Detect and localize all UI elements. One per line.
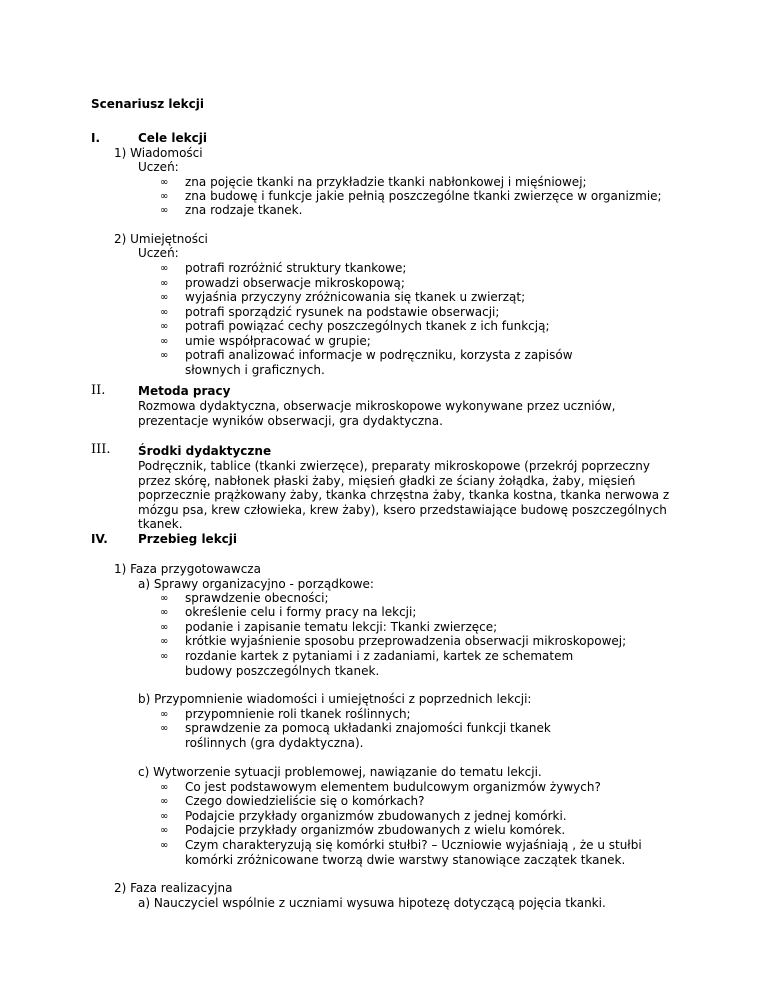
subsection-label: 1) Wiadomości bbox=[114, 146, 203, 160]
bullet-icon: ∞ bbox=[160, 307, 169, 318]
bullet-icon: ∞ bbox=[160, 177, 169, 188]
section-heading: Metoda pracy bbox=[138, 384, 231, 398]
section-numeral: IV. bbox=[91, 532, 108, 546]
section-heading: Cele lekcji bbox=[138, 131, 207, 145]
bullet-icon: ∞ bbox=[160, 723, 169, 734]
list-item: sprawdzenie za pomocą układanki znajomości funkcji tkanek roślinnych (gra dydaktyczna). bbox=[185, 721, 551, 750]
list-item: Co jest podstawowym elementem budulcowym organizmów żywych? bbox=[185, 780, 601, 794]
bullet-icon: ∞ bbox=[160, 263, 169, 274]
list-item: rozdanie kartek z pytaniami i z zadaniami, kartek ze schematem budowy poszczególnych tkanek. bbox=[185, 649, 574, 678]
list-item: podanie i zapisanie tematu lekcji: Tkanki zwierzęce; bbox=[185, 620, 498, 634]
bullet-icon: ∞ bbox=[160, 191, 169, 202]
list-item: potrafi powiązać cechy poszczególnych tkanek z ich funkcją; bbox=[185, 319, 550, 333]
list-item: prowadzi obserwacje mikroskopową; bbox=[185, 276, 405, 290]
intro-text: Uczeń: bbox=[138, 246, 179, 260]
section-numeral: III. bbox=[91, 442, 111, 457]
list-item: Czym charakteryzują się komórki stułbi? – Uczniowie wyjaśniają , że u stułbi komórki zróżnicowane tworzą dwie warstwy stanowiące zaczątek tkanek. bbox=[185, 838, 642, 867]
bullet-icon: ∞ bbox=[160, 205, 169, 216]
page-title: Scenariusz lekcji bbox=[91, 97, 204, 111]
bullet-icon: ∞ bbox=[160, 278, 169, 289]
bullet-icon: ∞ bbox=[160, 840, 169, 851]
bullet-icon: ∞ bbox=[160, 321, 169, 332]
bullet-icon: ∞ bbox=[160, 796, 169, 807]
bullet-icon: ∞ bbox=[160, 782, 169, 793]
bullet-icon: ∞ bbox=[160, 336, 169, 347]
section-text: Podręcznik, tablice (tkanki zwierzęce), preparaty mikroskopowe (przekrój poprzeczny przez skórę, nabłonek płaski żaby, mięsień gładki ze ściany żołądka, żaby, mięsień poprzecznie prążkowany żaby, tkanka chrzęstna żaby, tkanka kostna, tkanka nerwowa z mózgu psa, krew człowieka, krew żaby), ksero przedstawiające budowę poszczególnych tkanek. bbox=[138, 459, 670, 532]
list-item: określenie celu i formy pracy na lekcji; bbox=[185, 605, 417, 619]
bullet-icon: ∞ bbox=[160, 622, 169, 633]
intro-text: Uczeń: bbox=[138, 160, 179, 174]
bullet-icon: ∞ bbox=[160, 350, 169, 361]
bullet-icon: ∞ bbox=[160, 709, 169, 720]
list-item: sprawdzenie obecności; bbox=[185, 591, 329, 605]
list-item: potrafi analizować informacje w podręczniku, korzysta z zapisów słownych i graficznych. bbox=[185, 348, 573, 377]
list-item: przypomnienie roli tkanek roślinnych; bbox=[185, 707, 411, 721]
section-heading: Przebieg lekcji bbox=[138, 532, 238, 546]
phase-label: 1) Faza przygotowawcza bbox=[114, 562, 261, 576]
subpoint-label: c) Wytworzenie sytuacji problemowej, nawiązanie do tematu lekcji. bbox=[138, 765, 542, 779]
list-item: potrafi sporządzić rysunek na podstawie obserwacji; bbox=[185, 305, 500, 319]
bullet-icon: ∞ bbox=[160, 651, 169, 662]
bullet-icon: ∞ bbox=[160, 593, 169, 604]
list-item: wyjaśnia przyczyny zróżnicowania się tkanek u zwierząt; bbox=[185, 290, 526, 304]
bullet-icon: ∞ bbox=[160, 292, 169, 303]
list-item: umie współpracować w grupie; bbox=[185, 334, 371, 348]
list-item: Czego dowiedzieliście się o komórkach? bbox=[185, 794, 425, 808]
section-numeral: II. bbox=[91, 383, 106, 398]
bullet-icon: ∞ bbox=[160, 636, 169, 647]
bullet-icon: ∞ bbox=[160, 811, 169, 822]
subpoint-label: b) Przypomnienie wiadomości i umiejętności z poprzednich lekcji: bbox=[138, 692, 532, 706]
bullet-icon: ∞ bbox=[160, 825, 169, 836]
list-item: zna budowę i funkcje jakie pełnią poszczególne tkanki zwierzęce w organizmie; bbox=[185, 189, 662, 203]
section-text: Rozmowa dydaktyczna, obserwacje mikroskopowe wykonywane przez uczniów, prezentacje wyników obserwacji, gra dydaktyczna. bbox=[138, 399, 616, 428]
subsection-label: 2) Umiejętności bbox=[114, 232, 208, 246]
list-item: krótkie wyjaśnienie sposobu przeprowadzenia obserwacji mikroskopowej; bbox=[185, 634, 627, 648]
list-item: zna pojęcie tkanki na przykładzie tkanki nabłonkowej i mięśniowej; bbox=[185, 175, 587, 189]
list-item: zna rodzaje tkanek. bbox=[185, 203, 303, 217]
list-item: Podajcie przykłady organizmów zbudowanych z wielu komórek. bbox=[185, 823, 566, 837]
subpoint-label: a) Nauczyciel wspólnie z uczniami wysuwa hipotezę dotyczącą pojęcia tkanki. bbox=[138, 896, 606, 910]
bullet-icon: ∞ bbox=[160, 607, 169, 618]
list-item: Podajcie przykłady organizmów zbudowanych z jednej komórki. bbox=[185, 809, 567, 823]
phase-label: 2) Faza realizacyjna bbox=[114, 881, 233, 895]
list-item: potrafi rozróżnić struktury tkankowe; bbox=[185, 261, 407, 275]
subpoint-label: a) Sprawy organizacyjno - porządkowe: bbox=[138, 577, 374, 591]
section-heading: Środki dydaktyczne bbox=[138, 444, 272, 458]
section-numeral: I. bbox=[91, 131, 101, 145]
